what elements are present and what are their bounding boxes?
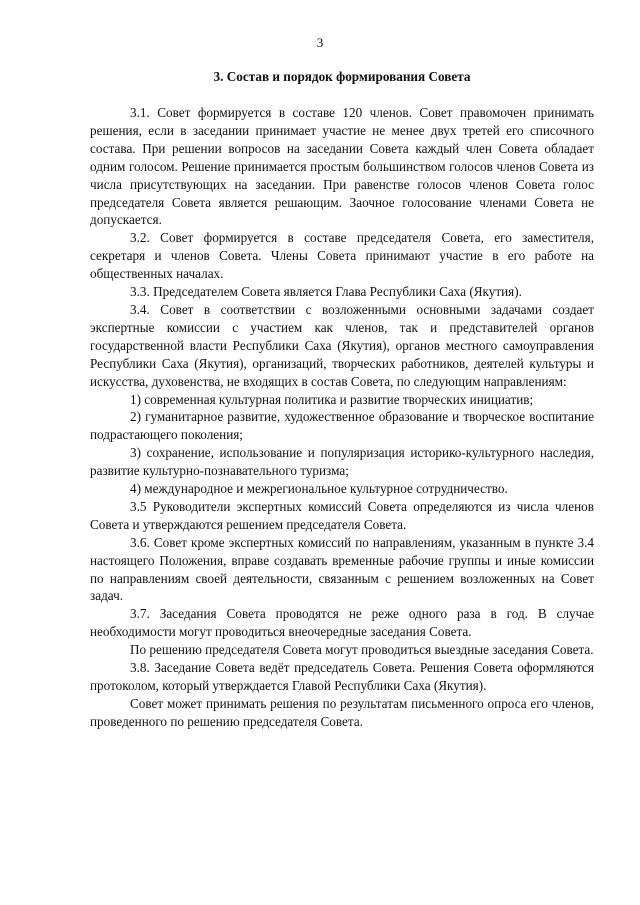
list-item-2: 2) гуманитарное развитие, художественное образование и творческое воспитание подрастающего поколения; — [90, 409, 594, 443]
paragraph-3-1: 3.1. Совет формируется в составе 120 членов. Совет правомочен принимать решения, если в заседании принимает участие не менее двух третей его списочного состава. При решении вопросов на заседании Совета каждый член Совета обладает одним голосом. Решение принимается простым большинством голосов членов Совета из числа присутствующих на заседании. При равенстве голосов членов Совета голос председателя Совета является решающим. Заочное голосование членами Совета не допускается. — [90, 105, 594, 228]
paragraph-offsite-meetings: По решению председателя Совета могут проводиться выездные заседания Совета. — [130, 642, 594, 658]
list-item-3: 3) сохранение, использование и популяризация историко-культурного наследия, развитие культурно-познавательного туризма; — [90, 445, 594, 479]
paragraph-3-7: 3.7. Заседания Совета проводятся не реже одного раза в год. В случае необходимости могут проводиться внеочередные заседания Совета. — [90, 606, 594, 640]
paragraph-3-8: 3.8. Заседание Совета ведёт председатель Совета. Решения Совета оформляются протоколом, который утверждается Главой Республики Саха (Якутия). — [90, 660, 594, 693]
section-heading: 3. Состав и порядок формирования Совета — [213, 69, 471, 84]
list-item-4: 4) международное и межрегиональное культурное сотрудничество. — [130, 481, 508, 497]
paragraph-3-3: 3.3. Председателем Совета является Глава Республики Саха (Якутия). — [130, 284, 522, 300]
paragraph-3-5: 3.5 Руководители экспертных комиссий Совета определяются из числа членов Совета и утверждаются решением председателя Совета. — [90, 498, 594, 532]
paragraph-3-4: 3.4. Совет в соответствии с возложенными основными задачами создает экспертные комиссии с участием как членов, так и представителей органов государственной власти Республики Саха (Якутия), органов местного самоуправления Республики Саха (Якутия), организаций, творческих работников, деятелей культуры и искусства, духовенства, не входящих в состав Совета, по следующим направлениям: — [90, 301, 594, 389]
page-number: 3 — [316, 35, 324, 50]
paragraph-written-poll: Совет может принимать решения по результатам письменного опроса его членов, проведенного по решению председателя Совета. — [90, 695, 594, 729]
list-item-1: 1) современная культурная политика и развитие творческих инициатив; — [130, 391, 534, 407]
paragraph-3-6: 3.6. Совет кроме экспертных комиссий по направлениям, указанным в пункте 3.4 настоящего Положения, вправе создавать временные рабочие группы и иные комиссии по направлениям своей деятельности, связанным с решением возложенных на Совет задач. — [90, 534, 594, 604]
paragraph-3-2: 3.2. Совет формируется в составе председателя Совета, его заместителя, секретаря и членов Совета. Члены Совета принимают участие в его работе на общественных началах. — [90, 230, 594, 282]
section-body — [90, 104, 594, 731]
